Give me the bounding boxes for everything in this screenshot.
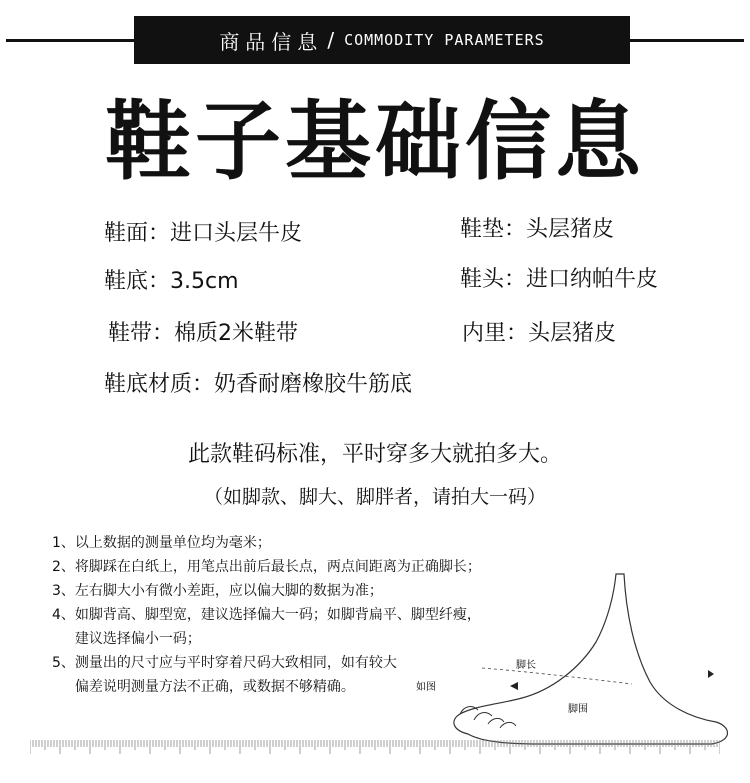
spec-upper: 鞋面：进口头层牛皮: [104, 221, 303, 246]
note-text: 以上数据的测量单位均为毫米；: [74, 535, 271, 551]
header-title-cn: 商品信息: [219, 29, 324, 54]
note-text: 将脚踩在白纸上，用笔点出前后最长点，两点间距离为正确脚长；: [74, 559, 481, 575]
note-text: 左右脚大小有微小差距，应以偏大脚的数据为准；: [74, 583, 383, 599]
page-title: 鞋子基础信息: [105, 92, 645, 192]
header-line-right: [630, 39, 744, 42]
spec-sole-height: 鞋底：3.5cm: [104, 269, 239, 294]
spec-toe: 鞋头：进口纳帕牛皮: [460, 267, 659, 292]
foot-measurement-diagram: [412, 572, 750, 752]
note-number: 1、: [52, 535, 75, 551]
note-number: 5、: [52, 655, 75, 671]
spec-laces: 鞋带：棉质2米鞋带: [108, 321, 298, 346]
figure-label: 如图: [416, 682, 436, 693]
note-number: 3、: [52, 583, 75, 599]
header-line-left: [6, 39, 134, 42]
foot-girth-label: 脚围: [568, 704, 588, 715]
spec-insole: 鞋垫：头层猪皮: [460, 217, 615, 242]
foot-length-label: 脚长: [516, 660, 536, 671]
ruler-strip: [30, 740, 720, 756]
note-number: 4、: [52, 607, 75, 623]
note-text: 如脚背高、脚型宽，建议选择偏大一码；如脚背扁平、脚型纤瘦， 建议选择偏小一码；: [74, 607, 481, 647]
note-item: [52, 531, 572, 555]
note-text: 测量出的尺寸应与平时穿着尺码大致相同，如有较大 偏差说明测量方法不正确，或数据不够精确。: [74, 655, 397, 695]
size-notice-sub: （如脚款、脚大、脚胖者，请拍大一码）: [203, 486, 546, 508]
header-title-en: COMMODITY PARAMETERS: [344, 31, 545, 49]
header-banner: [134, 16, 630, 64]
header-separator: /: [327, 28, 335, 52]
note-number: 2、: [52, 559, 75, 575]
spec-lining: 内里：头层猪皮: [462, 321, 617, 346]
size-notice: 此款鞋码标准，平时穿多大就拍多大。: [187, 442, 562, 467]
spec-sole-material: 鞋底材质：奶香耐磨橡胶牛筋底: [104, 372, 413, 397]
ruler-ticks: [30, 740, 720, 754]
